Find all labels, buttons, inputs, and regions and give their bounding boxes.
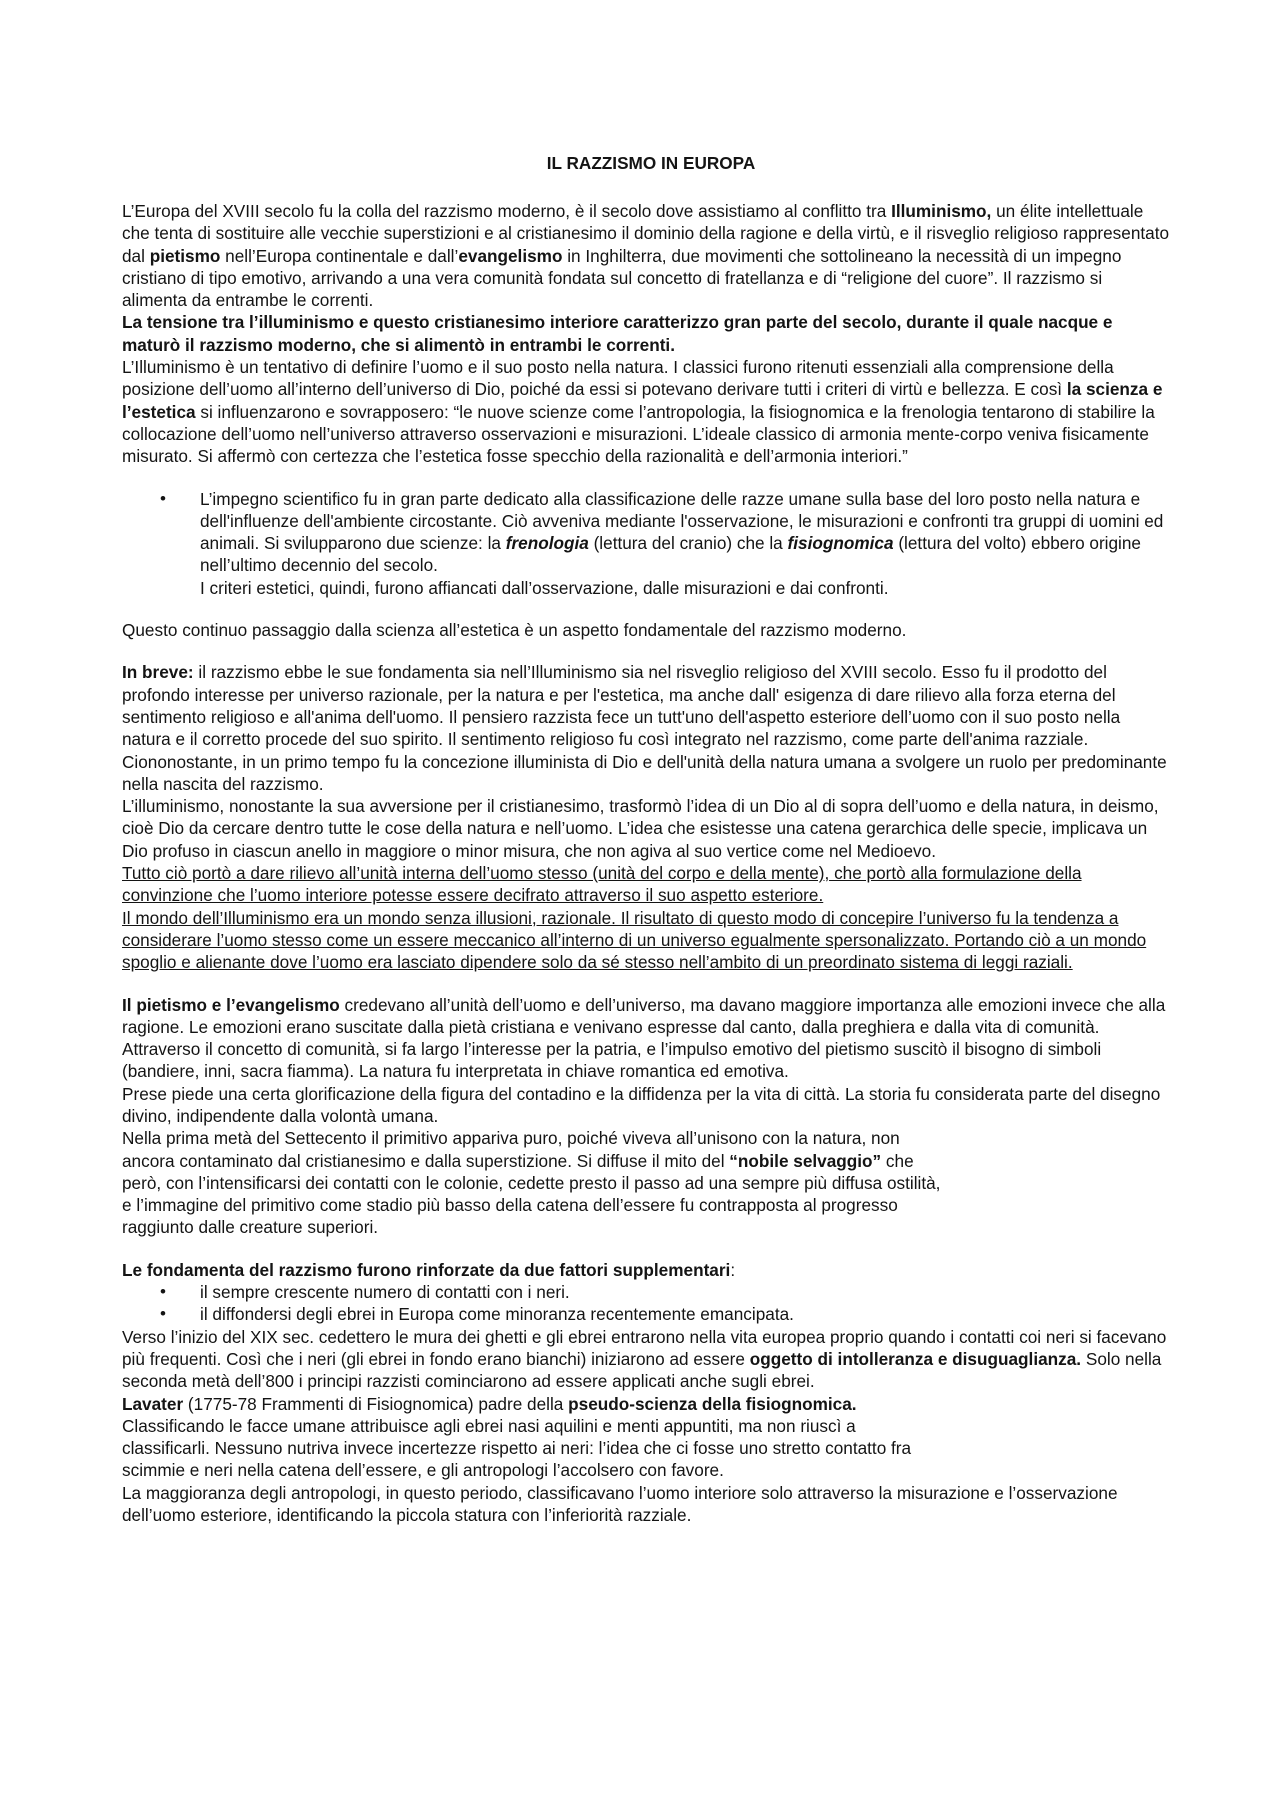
text-run: Tutto ciò portò a dare rilievo all’unità interna dell’uomo stesso (unità del corpo e della mente), che portò alla formulazione della convinzione che l’uomo interiore potesse essere decifrato attraverso il suo aspetto esteriore. bbox=[122, 863, 1082, 906]
text-run: la scienza e l’estetica bbox=[122, 379, 1163, 422]
paragraph-in-breve: In breve: il razzismo ebbe le sue fondamenta sia nell’Illuminismo sia nel risveglio religioso del XVIII secolo. Esso fu il prodotto del profondo interesse per universo razionale, per la natura e per l'estetica, ma anche dall' esigenza di dare rilievo alla forza eterna del sentimento religioso e all'anima dell'uomo. Il pensiero razzista fece un tutt'uno dell'aspetto esteriore dell’uomo con il suo posto nella natura e il corretto procede del suo spirito. Il sentimento religioso fu così integrato nel razzismo, come parte dell'anima razziale. Ciononostante, in un primo tempo fu la concezione illuminista di Dio e dell'unità della natura umana a svolgere un ruolo per predominante nella nascita del razzismo. bbox=[122, 662, 1167, 794]
text-run: Il mondo dell’Illuminismo era un mondo senza illusioni, razionale. Il risultato di questo modo di concepire l’universo fu la tendenza a considerare l’uomo stesso come un essere meccanico all’interno di un universo egualmente spersonalizzato. Portando ciò a un mondo spoglio e alienante dove l’uomo era lasciato dipendere solo da sé stesso nell’ambito di un preordinato sistema di leggi raziali. bbox=[122, 907, 1147, 973]
bullet-list-scienze bbox=[122, 488, 1170, 599]
text-run: frenologia bbox=[505, 533, 589, 554]
text-run: oggetto di intolleranza e disuguaglianza. bbox=[749, 1348, 1082, 1369]
paragraph-deismo: L’illuminismo, nonostante la sua avversione per il cristianesimo, trasformò l’idea di un Dio al di sopra dell’uomo e della natura, in deismo, cioè Dio da cercare dentro tutte le cose della natura e nell’uomo. L’idea che esistesse una catena gerarchica delle specie, implicava un Dio profuso in ciascun anello in maggiore o minor misura, che non agiva al suo vertice come nel Medioevo. bbox=[122, 796, 1159, 861]
paragraph-pietismo: Il pietismo e l’evangelismo credevano all’unità dell’uomo e dell’universo, ma davano maggiore importanza alle emozioni invece che alla ragione. Le emozioni erano suscitate dalla pietà cristiana e venivano espresse dal canto, dalla preghiera e dalla vita di comunità. bbox=[122, 994, 1166, 1037]
paragraph-comunita: Attraverso il concetto di comunità, si fa largo l’interesse per la patria, e l’impulso emotivo del pietismo suscitò il bisogno di simboli (bandiere, inni, sacra fiamma). La natura fu interpretata in chiave romantica ed emotiva. bbox=[122, 1039, 1102, 1082]
paragraph-intro: L’Europa del XVIII secolo fu la colla del razzismo moderno, è il secolo dove assistiamo al conflitto tra Illuminismo, un élite intellettuale che tenta di sostituire alle vecchie superstizioni e al cristianesimo il dominio della ragione e della virtù, e il risveglio religioso rappresentato dal pietismo nell’Europa continentale e dall’evangelismo in Inghilterra, due movimenti che sottolineano la necessità di un impegno cristiano di tipo emotivo, arrivando a una vera comunità fondata sul concetto di fratellanza e di “religione del cuore”. Il razzismo si alimenta da entrambe le correnti. bbox=[122, 201, 1170, 311]
text-run: Illuminismo, bbox=[891, 201, 992, 221]
document bbox=[122, 152, 1170, 1526]
paragraph-mondo-illuminismo bbox=[122, 907, 1170, 974]
text-run: Il pietismo e l’evangelismo bbox=[122, 994, 340, 1015]
paragraph-nobile-selvaggio: Nella prima metà del Settecento il primitivo appariva puro, poiché viveva all’unisono con la natura, non ancora contaminato dal cristianesimo e dalla superstizione. Si diffuse il mito del “nobile selvaggio” che però, con l’intensificarsi dei contatti con le colonie, cedette presto il passo ad una sempre più diffusa ostilità, e l’immagine del primitivo come stadio più basso della catena dell’essere fu contrapposta al progresso raggiunto dalle creature superiori. bbox=[122, 1128, 941, 1238]
paragraph-lavater: Lavater (1775-78 Frammenti di Fisiognomica) padre della pseudo-scienza della fisiognomica. bbox=[122, 1393, 857, 1414]
list-item: • il diffondersi degli ebrei in Europa come minoranza recentemente emancipata. bbox=[122, 1303, 1170, 1325]
paragraph-ebrei: Verso l’inizio del XIX sec. cedettero le mura dei ghetti e gli ebrei entrarono nella vita europea proprio quando i contatti coi neri si facevano più frequenti. Così che i neri (gli ebrei in fondo erano bianchi) iniziarono ad essere oggetto di intolleranza e disuguaglianza. Solo nella seconda metà dell’800 i principi razzisti cominciarono ad essere applicati anche sugli ebrei. bbox=[122, 1326, 1167, 1392]
text-run: Le fondamenta del razzismo furono rinforzate da due fattori supplementari bbox=[122, 1259, 731, 1280]
text-run: “nobile selvaggio” bbox=[729, 1150, 882, 1171]
list-item: • il sempre crescente numero di contatti con i neri. bbox=[122, 1281, 1170, 1303]
paragraph-fattori: Le fondamenta del razzismo furono rinforzate da due fattori supplementari: bbox=[122, 1259, 736, 1280]
list-item: • L’impegno scientifico fu in gran parte dedicato alla classificazione delle razze umane sulla base del loro posto nella natura e dell'influenze dell'ambiente circostante. Ciò avveniva mediante l'osservazione, le misurazioni e confronti tra gruppi di uomini ed animali. Si svilupparono due scienze: la frenologia (lettura del cranio) che la fisiognomica (lettura del volto) ebbero origine nell’ultimo decennio del secolo. I criteri estetici, quindi, furono affiancati dall’osservazione, dalle misurazioni e dai confronti. bbox=[122, 488, 1170, 599]
paragraph-passaggio: Questo continuo passaggio dalla scienza all’estetica è un aspetto fondamentale del razzismo moderno. bbox=[122, 620, 907, 641]
text-run: fisiognomica bbox=[787, 533, 894, 554]
paragraph-unita-uomo bbox=[122, 862, 1170, 907]
paragraph-tension bbox=[122, 311, 1170, 356]
paragraph-contadino: Prese piede una certa glorificazione della figura del contadino e la diffidenza per la vita di città. La storia fu considerata parte del disegno divino, indipendente dalla volontà umana. bbox=[122, 1083, 1161, 1126]
bullet-list-fattori bbox=[122, 1281, 1170, 1326]
text-run: pseudo-scienza della fisiognomica. bbox=[568, 1393, 857, 1414]
text-run: evangelismo bbox=[458, 245, 563, 266]
paragraph-antropologi: La maggioranza degli antropologi, in questo periodo, classificavano l’uomo interiore solo attraverso la misurazione e l’osservazione dell’uomo esteriore, identificando la piccola statura con l’inferiorità razziale. bbox=[122, 1482, 1118, 1526]
text-run: pietismo bbox=[149, 245, 221, 266]
document-title: IL RAZZISMO IN EUROPA bbox=[546, 153, 756, 173]
paragraph-illuminismo: L’Illuminismo è un tentativo di definire l’uomo e il suo posto nella natura. I classici furono ritenuti essenziali alla comprensione della posizione dell’uomo all’interno dell’universo di Dio, poiché da essi si potevano derivare tutti i criteri di virtù e bellezza. E così la scienza e l’estetica si influenzarono e sovrapposero: “le nuove scienze come l’antropologia, la fisiognomica e la frenologia tentarono di stabilire la collocazione dell’uomo nell’universo attraverso osservazioni e misurazioni. L’ideale classico di armonia mente-corpo veniva fisicamente misurato. Si affermò con certezza che l’estetica fosse specchio della razionalità e dell’armonia interiori.” bbox=[122, 357, 1163, 467]
text-run: Lavater bbox=[122, 1393, 184, 1414]
text-run: La tensione tra l’illuminismo e questo cristianesimo interiore caratterizzo gran parte del secolo, durante il quale nacque e maturò il razzismo moderno, che si alimentò in entrambi le correnti. bbox=[122, 312, 1113, 355]
text-run: In breve: bbox=[122, 662, 194, 683]
paragraph-classificazione: Classificando le facce umane attribuisce agli ebrei nasi aquilini e menti appuntiti, ma non riuscì a classificarli. Nessuno nutriva invece incertezze rispetto ai neri: l’idea che ci fosse uno stretto contatto fra scimmie e neri nella catena dell’essere, e gli antropologi l’accolsero con favore. bbox=[122, 1415, 912, 1481]
